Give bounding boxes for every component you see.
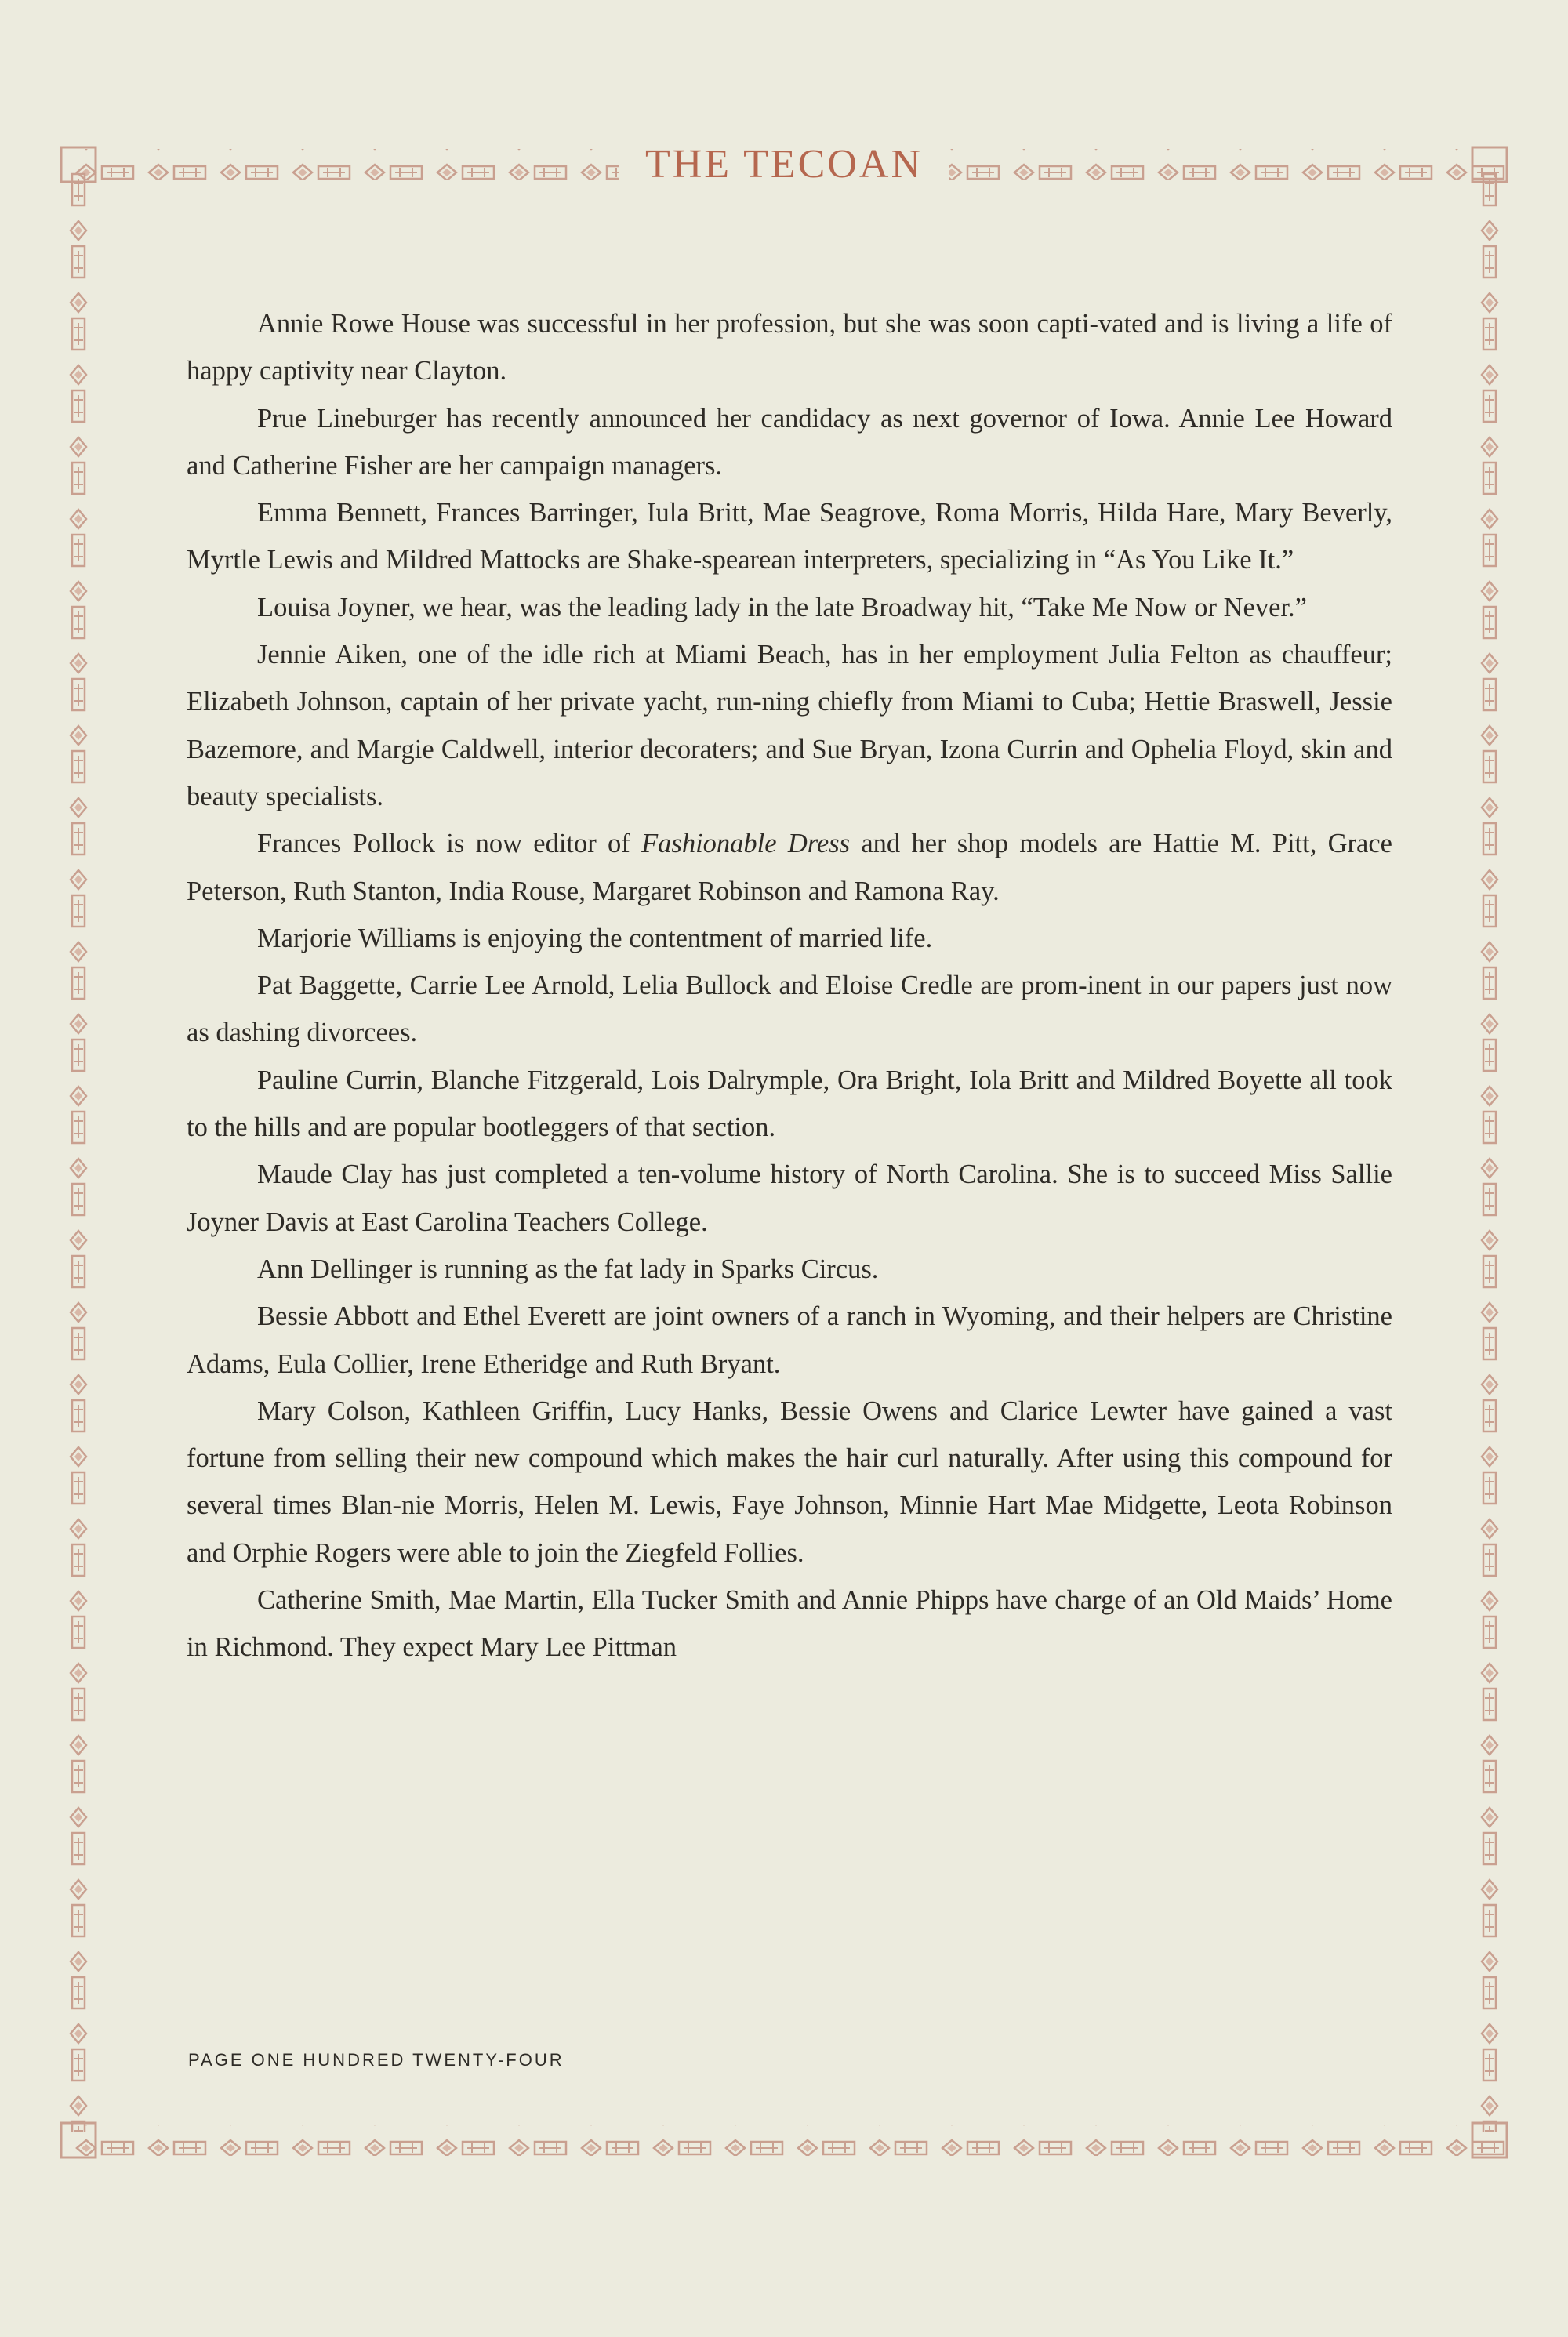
paragraph: Louisa Joyner, we hear, was the leading lady in the late Broadway hit, “Take Me Now or Never.”	[257, 592, 1307, 622]
paragraph: Maude Clay has just completed a ten-volume history of North Carolina. She is to succeed Miss Sallie Joyner Davis at East Carolina Teachers College.	[187, 1159, 1392, 1237]
paragraph: Bessie Abbott and Ethel Everett are joint owners of a ranch in Wyoming, and their helpers are Christine Adams, Eula Collier, Irene Etheridge and Ruth Bryant.	[187, 1301, 1392, 1379]
paragraph: Jennie Aiken, one of the idle rich at Miami Beach, has in her employment Julia Felton as chauffeur; Elizabeth Johnson, captain of her private yacht, run-ning chiefly from Miami to Cuba; Hettie Braswell, Jessie Bazemore, and Margie Caldwell, interior decoraters; and Sue Bryan, Izona Currin and Ophelia Floyd, skin and beauty specialists.	[187, 640, 1392, 811]
paragraph: Ann Dellinger is running as the fat lady in Sparks Circus.	[257, 1254, 879, 1284]
page-number-footer: PAGE ONE HUNDRED TWENTY-FOUR	[188, 2050, 564, 2070]
paragraph-text: Frances Pollock is now editor of	[257, 829, 642, 859]
paragraph: Emma Bennett, Frances Barringer, Iula Britt, Mae Seagrove, Roma Morris, Hilda Hare, Mary Beverly, Myrtle Lewis and Mildred Mattocks are Shake-spearean interpreters, specializing in “As You Like It.”	[187, 498, 1392, 575]
paragraph: Mary Colson, Kathleen Griffin, Lucy Hanks, Bessie Owens and Clarice Lewter have gained a vast fortune from selling their new compound which makes the hair curl naturally. After using this compound for several times Blan-nie Morris, Helen M. Lewis, Faye Johnson, Minnie Hart Mae Midgette, Leota Robinson and Orphie Rogers were able to join the Ziegfeld Follies.	[187, 1395, 1392, 1568]
paragraph: Catherine Smith, Mae Martin, Ella Tucker Smith and Annie Phipps have charge of an Old Maids’ Home in Richmond. They expect Mary Lee Pittman	[187, 1585, 1392, 1663]
magazine-title: Fashionable Dress	[641, 829, 851, 859]
paragraph: Pat Baggette, Carrie Lee Arnold, Lelia Bullock and Eloise Credle are prom-inent in our papers just now as dashing divorcees.	[187, 971, 1392, 1048]
paragraph: Annie Rowe House was successful in her profession, but she was soon capti-vated and is living a life of happy captivity near Clayton.	[187, 309, 1392, 386]
paragraph: Pauline Currin, Blanche Fitzgerald, Lois Dalrymple, Ora Bright, Iola Britt and Mildred Boyette all took to the hills and are popular bootleggers of that section.	[187, 1065, 1392, 1143]
paragraph: Marjorie Williams is enjoying the contentment of married life.	[257, 923, 933, 953]
article-body	[187, 300, 1392, 1671]
page-header-title: THE TECOAN	[619, 133, 949, 196]
paragraph: Prue Lineburger has recently announced her candidacy as next governor of Iowa. Annie Lee Howard and Catherine Fisher are her campaign managers.	[187, 403, 1392, 481]
paragraph-fashion	[187, 820, 1392, 915]
paragraph-text: and her shop models are Hattie M. Pitt, Grace Peterson, Ruth Stanton, India Rouse, Margaret Robinson and Ramona Ray.	[187, 829, 1392, 906]
